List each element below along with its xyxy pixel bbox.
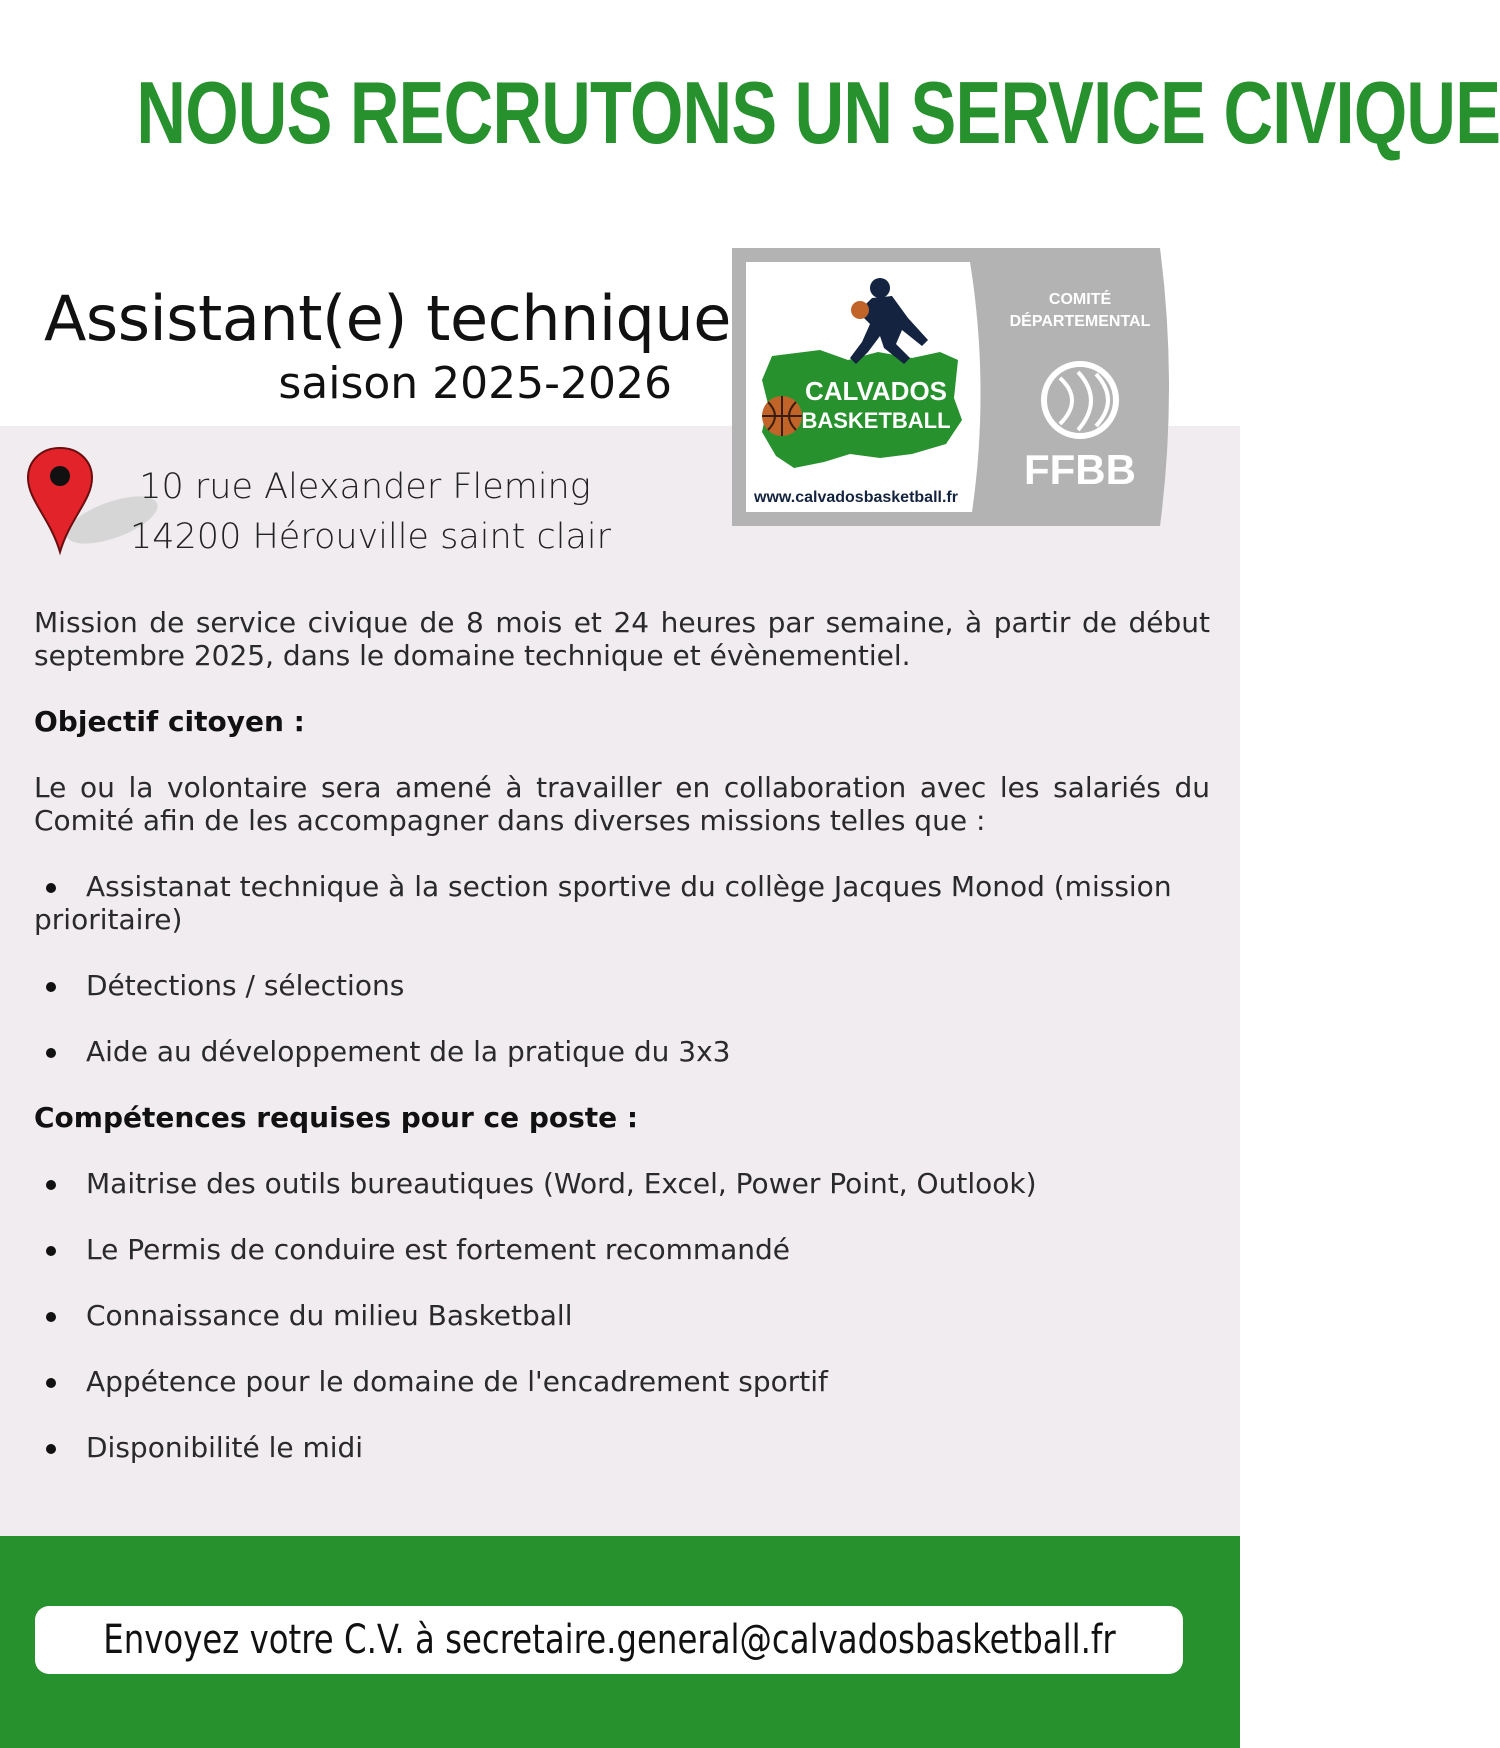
page-headline: NOUS RECRUTONS UN SERVICE CIVIQUE bbox=[136, 63, 1500, 162]
list-item: Appétence pour le domaine de l'encadrement sportif bbox=[34, 1365, 1210, 1398]
logo-ffbb: FFBB bbox=[1024, 446, 1136, 493]
list-item: Assistanat technique à la section sportive du collège Jacques Monod (mission prioritaire) bbox=[34, 870, 1210, 936]
mission-intro: Mission de service civique de 8 mois et 24 heures par semaine, à partir de début septembre 2025, dans le domaine technique et évènementiel. bbox=[34, 606, 1210, 672]
small-ball-icon bbox=[851, 301, 869, 319]
list-item: Le Permis de conduire est fortement recommandé bbox=[34, 1233, 1210, 1266]
missions-list bbox=[34, 870, 1210, 1068]
logo-name-line1: CALVADOS bbox=[804, 376, 948, 406]
logo-comite: COMITÉ bbox=[1048, 291, 1112, 308]
list-item: Détections / sélections bbox=[34, 969, 1210, 1002]
job-title: Assistant(e) technique bbox=[44, 282, 731, 355]
calvados-basketball-logo bbox=[732, 248, 1178, 526]
objective-text: Le ou la volontaire sera amené à travailler en collaboration avec les salariés du Comité afin de les accompagner dans diverses missions telles que : bbox=[34, 771, 1210, 837]
skills-heading: Compétences requises pour ce poste : bbox=[34, 1101, 639, 1134]
objective-heading: Objectif citoyen : bbox=[34, 705, 305, 738]
logo-name-line2: BASKETBALL bbox=[801, 408, 951, 433]
list-item: Maitrise des outils bureautiques (Word, Excel, Power Point, Outlook) bbox=[34, 1167, 1210, 1200]
offer-description bbox=[34, 606, 1210, 1497]
logo-departemental: DÉPARTEMENTAL bbox=[1009, 313, 1151, 330]
season-label: saison 2025-2026 bbox=[278, 358, 672, 409]
address-street: 10 rue Alexander Fleming bbox=[139, 467, 591, 507]
logo-website: www.calvadosbasketball.fr bbox=[754, 489, 958, 506]
list-item: Disponibilité le midi bbox=[34, 1431, 1210, 1464]
list-item: Connaissance du milieu Basketball bbox=[34, 1299, 1210, 1332]
list-item: Aide au développement de la pratique du 3x3 bbox=[34, 1035, 1210, 1068]
cv-contact-text: Envoyez votre C.V. à secretaire.general@calvadosbasketball.fr bbox=[102, 1617, 1116, 1663]
address-city: 14200 Hérouville saint clair bbox=[130, 517, 612, 557]
cv-contact-banner bbox=[35, 1606, 1183, 1674]
basketball-icon bbox=[762, 396, 802, 436]
address-block bbox=[130, 462, 612, 562]
skills-list bbox=[34, 1167, 1210, 1464]
